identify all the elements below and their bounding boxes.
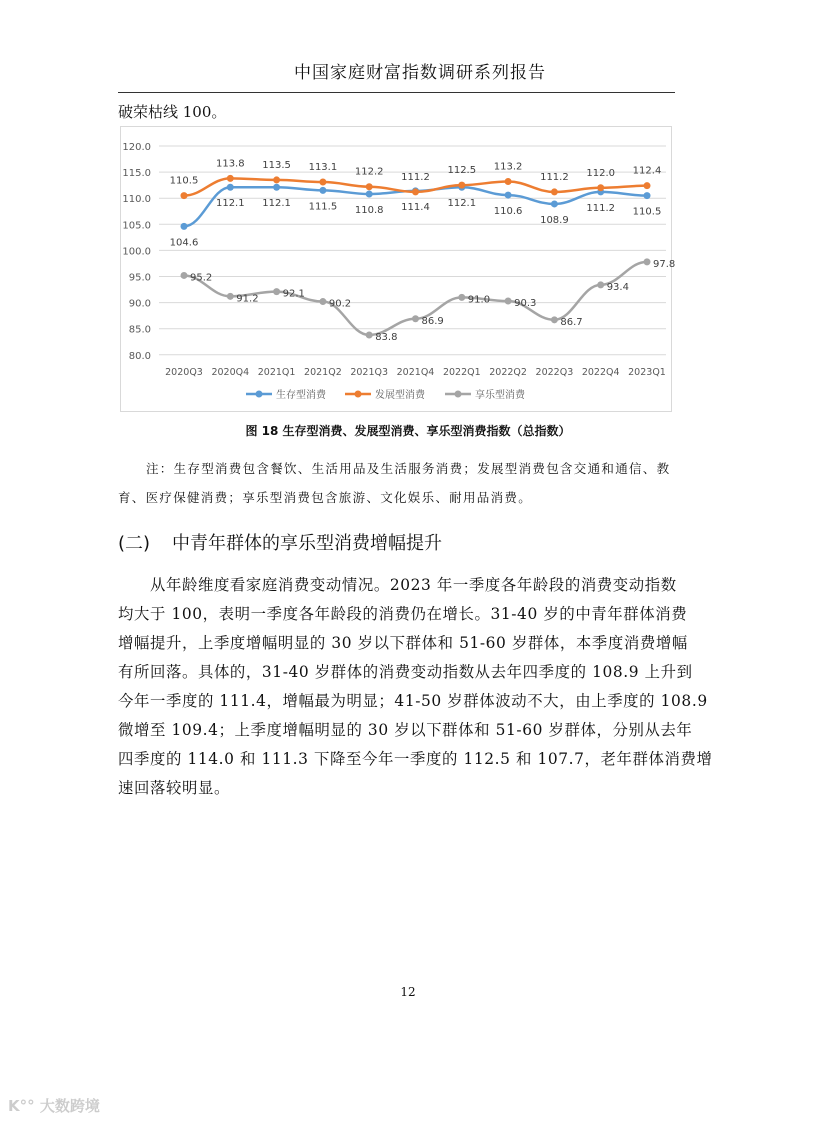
data-point bbox=[181, 223, 188, 230]
watermark-icon: K°° bbox=[8, 1097, 40, 1115]
body-line: 增幅提升，上季度增幅明显的 30 岁以下群体和 51-60 岁群体，本季度消费增幅 bbox=[118, 634, 688, 652]
legend-marker bbox=[455, 391, 462, 398]
legend-label: 发展型消费 bbox=[375, 390, 425, 401]
data-label: 113.1 bbox=[308, 162, 338, 174]
data-point bbox=[597, 184, 604, 191]
y-tick-label: 120.0 bbox=[122, 142, 151, 153]
data-label: 113.2 bbox=[493, 161, 523, 173]
data-label: 108.9 bbox=[540, 214, 569, 226]
data-point bbox=[458, 182, 465, 189]
x-tick-label: 2021Q3 bbox=[350, 367, 389, 378]
data-label: 91.2 bbox=[236, 293, 259, 305]
y-tick-label: 95.0 bbox=[128, 272, 151, 284]
data-point bbox=[273, 176, 280, 183]
x-tick-label: 2022Q1 bbox=[442, 367, 481, 378]
note-line: 育、医疗保健消费；享乐型消费包含旅游、文化娱乐、耐用品消费。 bbox=[118, 490, 533, 505]
body-line: 四季度的 114.0 和 111.3 下降至今年一季度的 112.5 和 107.7，老年群体消费增 bbox=[118, 750, 713, 768]
body-line: 均大于 100，表明一季度各年龄段的消费仍在增长。31-40 岁的中青年群体消费 bbox=[118, 605, 688, 623]
y-tick-label: 85.0 bbox=[128, 324, 151, 336]
data-point bbox=[319, 179, 326, 186]
data-label: 112.1 bbox=[215, 198, 245, 210]
data-label: 111.2 bbox=[401, 171, 430, 183]
legend-label: 生存型消费 bbox=[276, 390, 326, 401]
data-point bbox=[551, 200, 558, 207]
data-label: 112.2 bbox=[354, 166, 384, 178]
data-point bbox=[181, 272, 188, 279]
data-point bbox=[366, 191, 373, 198]
data-label: 112.0 bbox=[586, 167, 616, 179]
data-point bbox=[227, 175, 234, 182]
watermark-logo bbox=[8, 1095, 100, 1116]
x-tick-label: 2022Q2 bbox=[489, 367, 527, 378]
data-label: 112.1 bbox=[262, 198, 291, 210]
x-tick-label: 2023Q1 bbox=[628, 367, 666, 378]
data-label: 113.8 bbox=[215, 158, 245, 170]
data-label: 111.5 bbox=[308, 201, 338, 213]
section-heading bbox=[118, 529, 464, 555]
data-label: 92.1 bbox=[282, 288, 305, 300]
data-point bbox=[366, 183, 373, 190]
x-tick-label: 2022Q3 bbox=[535, 367, 574, 378]
body-line: 从年龄维度看家庭消费变动情况。2023 年一季度各年龄段的消费变动指数 bbox=[118, 576, 677, 594]
x-tick-label: 2020Q3 bbox=[165, 367, 203, 378]
x-tick-label: 2022Q4 bbox=[581, 367, 620, 378]
data-point bbox=[505, 192, 512, 199]
body-line: 速回落较明显。 bbox=[118, 779, 230, 797]
legend-marker bbox=[355, 391, 362, 398]
data-label: 91.0 bbox=[467, 294, 491, 306]
x-tick-label: 2020Q4 bbox=[211, 367, 250, 378]
data-label: 86.7 bbox=[560, 316, 583, 328]
data-point bbox=[273, 288, 280, 295]
data-label: 112.4 bbox=[632, 165, 662, 177]
data-label: 110.5 bbox=[169, 175, 199, 187]
data-label: 110.5 bbox=[632, 206, 662, 218]
data-label: 111.4 bbox=[401, 201, 430, 213]
data-point bbox=[644, 258, 651, 265]
header-divider bbox=[118, 92, 675, 93]
data-point bbox=[551, 316, 558, 323]
y-tick-label: 110.0 bbox=[122, 194, 151, 206]
body-line: 今年一季度的 111.4，增幅最为明显；41-50 岁群体波动不大，由上季度的 108.9 bbox=[118, 692, 708, 710]
y-tick-label: 100.0 bbox=[122, 246, 151, 258]
data-point bbox=[227, 293, 234, 300]
data-label: 111.2 bbox=[586, 202, 616, 214]
data-point bbox=[319, 298, 326, 305]
data-label: 110.6 bbox=[493, 206, 523, 218]
data-label: 97.8 bbox=[653, 258, 676, 270]
data-point bbox=[505, 178, 512, 185]
legend-label: 享乐型消费 bbox=[475, 390, 525, 401]
section-number: (二) bbox=[118, 533, 151, 554]
data-point bbox=[227, 184, 234, 191]
data-point bbox=[644, 192, 651, 199]
data-label: 111.2 bbox=[540, 171, 569, 183]
data-label: 90.2 bbox=[328, 298, 352, 310]
intro-text: 破荣枯线 100。 bbox=[118, 103, 227, 121]
data-label: 104.6 bbox=[169, 237, 199, 249]
section-title: 中青年群体的享乐型消费增幅提升 bbox=[172, 533, 443, 554]
note-line: 注：生存型消费包含餐饮、生活用品及生活服务消费；发展型消费包含交通和通信、教 bbox=[146, 461, 671, 476]
data-point bbox=[319, 187, 326, 194]
body-line: 微增至 109.4；上季度增幅明显的 30 岁以下群体和 51-60 岁群体，分别从去年 bbox=[118, 721, 693, 739]
y-tick-label: 105.0 bbox=[122, 220, 151, 232]
data-point bbox=[412, 188, 419, 195]
y-tick-label: 80.0 bbox=[128, 350, 151, 362]
x-tick-label: 2021Q2 bbox=[304, 367, 342, 378]
page-number: 12 bbox=[400, 985, 416, 999]
x-tick-label: 2021Q1 bbox=[257, 367, 296, 378]
data-label: 113.5 bbox=[262, 159, 291, 171]
data-label: 110.8 bbox=[354, 205, 384, 217]
chart-svg bbox=[121, 127, 676, 411]
data-label: 83.8 bbox=[375, 331, 398, 343]
data-label: 93.4 bbox=[606, 281, 629, 293]
legend-marker bbox=[256, 391, 263, 398]
data-point bbox=[505, 298, 512, 305]
y-tick-label: 115.0 bbox=[122, 168, 151, 180]
data-point bbox=[644, 182, 651, 189]
data-label: 112.1 bbox=[447, 198, 477, 210]
data-point bbox=[597, 281, 604, 288]
data-label: 112.5 bbox=[447, 165, 477, 177]
line-chart bbox=[120, 126, 676, 412]
data-point bbox=[366, 331, 373, 338]
data-point bbox=[412, 315, 419, 322]
data-point bbox=[458, 294, 465, 301]
running-header: 中国家庭财富指数调研系列报告 bbox=[294, 63, 546, 83]
data-label: 95.2 bbox=[190, 272, 213, 284]
figure-caption: 图 18 生存型消费、发展型消费、享乐型消费指数（总指数） bbox=[245, 424, 571, 438]
data-point bbox=[551, 188, 558, 195]
data-label: 86.9 bbox=[421, 315, 444, 327]
x-tick-label: 2021Q4 bbox=[396, 367, 435, 378]
y-tick-label: 90.0 bbox=[128, 298, 151, 310]
data-point bbox=[181, 192, 188, 199]
data-label: 90.3 bbox=[514, 298, 537, 310]
body-line: 有所回落。具体的，31-40 岁群体的消费变动指数从去年四季度的 108.9 上升到 bbox=[118, 663, 693, 681]
data-point bbox=[273, 184, 280, 191]
watermark-text: 大数跨境 bbox=[39, 1097, 100, 1115]
